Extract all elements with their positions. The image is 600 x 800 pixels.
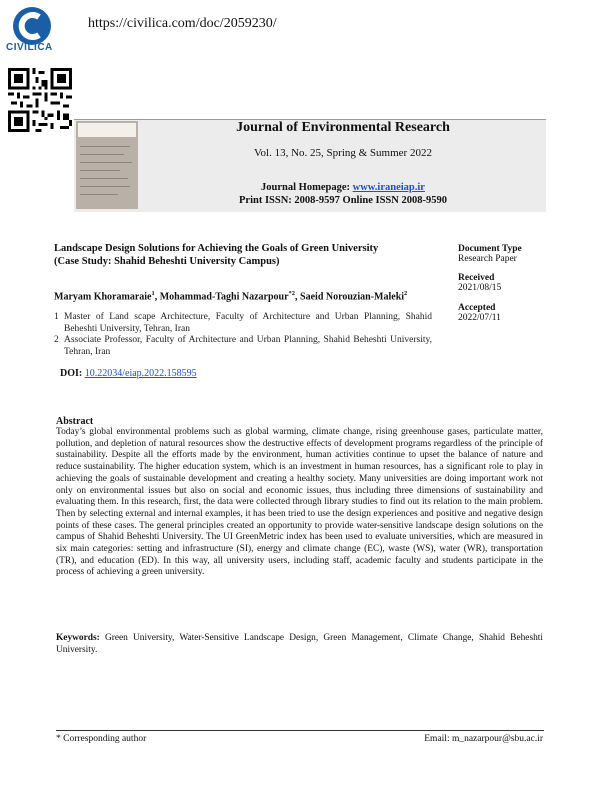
abstract-body: Today’s global environmental problems such as global warming, climate change, rising greenhouse gases, particulate matter, pollution, and depletion of natural resources show the destructive effects of development programs regardless of the principle of sustainability. Despite all the efforts made by the environment, human activities continue to upset the balance of nature and reduce sustainability. The higher education system, which is an investment in human resources, has a significant role to play in achieving the goals of sustainable development and creating a healthy society. Many universities are doing important work not only on environmental issues but also on social and economic issues, thus including three dimensions of sustainability and evaluating them. In this research, first, the data were collected through library studies to find out its relation to the main problem. Then by selecting external and internal examples, it has been tried to use the design experiences and positive and negative design points of these cases. The general principles created an opportunity to provide water-sensitive landscape design solutions on the campus of Shahid Beheshti University. The UI GreenMetric index has been used to evaluate universities, which are measured in six main categories: setting and infrastructure (SI), energy and climate change (EC), waste (WS), water (WR), transportation (TR), and education (ED). In this way, all university users, including staff, academic faculty and students participate in the process of achieving a green university. <box>56 427 543 578</box>
doi-label: DOI: <box>60 368 85 379</box>
accepted-label: Accepted <box>458 303 496 313</box>
author-name: Maryam Khoramaraie <box>54 291 152 303</box>
affiliation-number: 2 <box>54 335 59 345</box>
journal-cover-lines <box>80 142 134 206</box>
journal-issn: Print ISSN: 2008-9597 Online ISSN 2008-9590 <box>239 195 447 206</box>
article-title-line1: Landscape Design Solutions for Achieving the Goals of Green University <box>54 243 379 254</box>
affiliation-number: 1 <box>54 312 59 322</box>
keywords-text: Green University, Water-Sensitive Landscape Design, Green Management, Climate Change, Shahid Beheshti University. <box>56 633 543 655</box>
corresponding-author-note: * Corresponding author <box>56 734 147 744</box>
journal-cover-masthead <box>78 123 136 137</box>
author-superscript: 1 <box>151 290 155 297</box>
qr-code-icon <box>8 68 72 132</box>
affiliation-text: Associate Professor, Faculty of Architecture and Urban Planning, Shahid Beheshti University, Tehran, Iran <box>64 335 432 357</box>
article-title-line2: (Case Study: Shahid Beheshti University Campus) <box>54 256 280 267</box>
author-superscript: *2 <box>288 290 296 297</box>
keywords <box>56 633 543 656</box>
author-superscript: 2 <box>404 290 408 297</box>
homepage-link[interactable]: www.iraneiap.ir <box>352 182 425 193</box>
journal-homepage <box>140 182 546 193</box>
logo-text: CIVILICA <box>6 42 53 53</box>
doi-link[interactable]: 10.22034/eiap.2022.158595 <box>84 368 197 379</box>
document-type-label: Document Type <box>458 244 522 254</box>
author-name: Saeid Norouzian-Maleki <box>300 291 405 303</box>
accepted-value: 2022/07/11 <box>458 313 501 323</box>
homepage-label: Journal Homepage: <box>261 182 353 193</box>
document-type-value: Research Paper <box>458 254 517 264</box>
author-list: Maryam Khoramaraie$^1$, Mohammad-Taghi Nazarpour$^{*2}$, Saeid Norouzian-Maleki$^2$ <box>54 290 408 303</box>
journal-volume: Vol. 13, No. 25, Spring & Summer 2022 <box>254 147 432 159</box>
affiliation-text: Master of Land scape Architecture, Faculty of Architecture and Urban Planning, Shahid Beheshti University, Tehran, Iran <box>64 312 432 334</box>
affiliation-item <box>54 334 432 358</box>
author-name: Mohammad-Taghi Nazarpour <box>159 291 289 303</box>
document-url[interactable]: https://civilica.com/doc/2059230/ <box>88 16 277 31</box>
received-value: 2021/08/15 <box>458 283 502 293</box>
doi <box>60 368 197 379</box>
journal-title: Journal of Environmental Research <box>236 120 450 135</box>
footnote-rule <box>56 730 544 731</box>
received-label: Received <box>458 273 495 283</box>
abstract-heading: Abstract <box>56 416 94 427</box>
keywords-label: Keywords: <box>56 633 100 643</box>
affiliation-item <box>54 311 432 335</box>
corresponding-email: Email: m_nazarpour@sbu.ac.ir <box>424 734 543 744</box>
